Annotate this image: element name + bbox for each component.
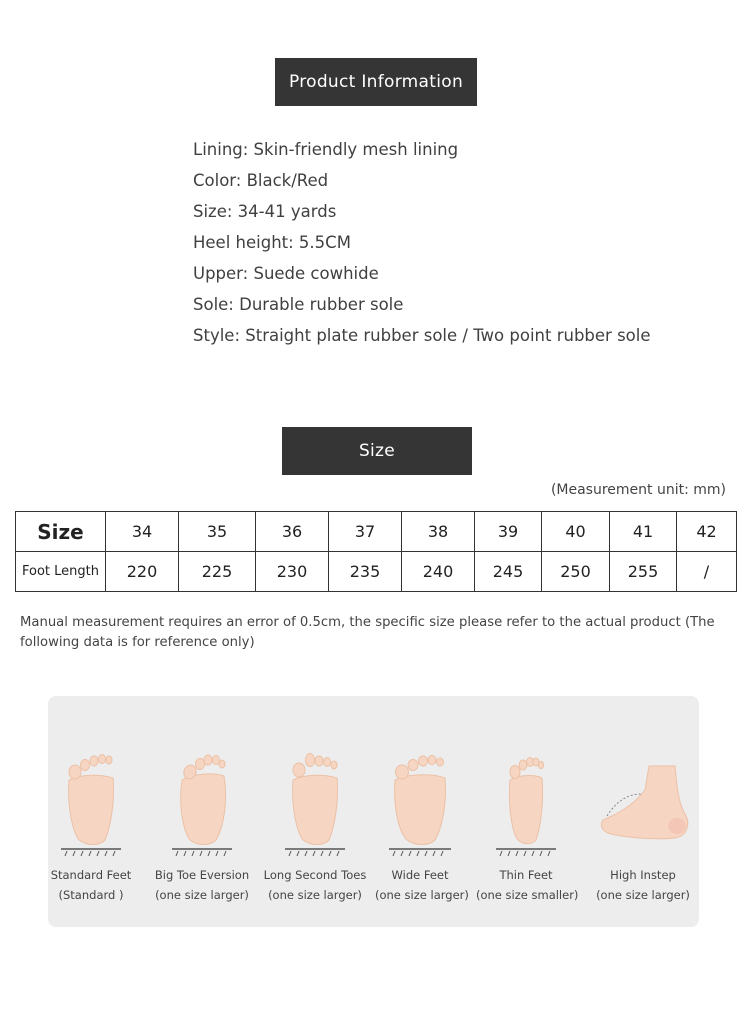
length-cell: 245 [475,552,542,592]
foot-type-big-toe-eversion [152,696,252,927]
length-cell: 235 [329,552,402,592]
foot-type-name: Thin Feet [499,868,553,882]
long-second-toes-foot-icon [285,750,345,856]
foot-type-standard [48,696,134,927]
foot-type-note: (one size larger) [155,888,249,902]
foot-type-name: Standard Feet [50,868,132,882]
info-line-size: Size: 34-41 yards [193,202,337,221]
product-information-banner [275,58,477,106]
foot-type-note: (one size larger) [268,888,362,902]
wide-foot-icon [389,750,451,856]
size-cell: 42 [677,512,737,552]
foot-type-high-instep [595,696,691,927]
size-cell: 40 [542,512,610,552]
foot-type-name: Long Second Toes [263,868,367,882]
size-cell: 41 [610,512,677,552]
product-information-title: Product Information [288,72,464,92]
info-line-color: Color: Black/Red [193,171,329,190]
size-title: Size [358,441,396,461]
foot-type-note: (Standard ) [58,888,124,902]
measurement-disclaimer: Manual measurement requires an error of 0.5cm, the specific size please refer to the actual product (The following data is for reference only) [20,615,715,650]
length-cell: / [677,552,737,592]
foot-type-long-second-toes [263,696,367,927]
foot-type-name: High Instep [610,868,676,882]
foot-length-header-cell: Foot Length [16,552,106,592]
foot-type-name: Wide Feet [391,868,449,882]
info-line-upper: Upper: Suede cowhide [193,264,379,283]
size-cell: 35 [179,512,256,552]
size-chart-table [15,511,737,592]
info-line-lining: Lining: Skin-friendly mesh lining [193,140,459,159]
size-cell: 34 [106,512,179,552]
foot-length-row [16,552,737,592]
length-cell: 255 [610,552,677,592]
length-cell: 250 [542,552,610,592]
size-row [16,512,737,552]
measurement-unit-note: (Measurement unit: mm) [550,482,726,498]
info-line-heel-height: Heel height: 5.5CM [193,233,351,252]
length-cell: 230 [256,552,329,592]
foot-type-note: (one size larger) [596,888,690,902]
info-line-sole: Sole: Durable rubber sole [193,295,404,314]
foot-type-note: (one size larger) [375,888,469,902]
high-instep-foot-icon [595,750,691,856]
foot-type-wide-feet [375,696,469,927]
length-cell: 240 [402,552,475,592]
length-cell: 225 [179,552,256,592]
thin-foot-icon [496,750,556,856]
product-info-list [193,137,651,354]
big-toe-eversion-foot-icon [172,750,232,856]
size-cell: 39 [475,512,542,552]
standard-foot-icon [61,750,121,856]
foot-type-name: Big Toe Eversion [154,868,250,882]
size-header-cell: Size [16,512,106,552]
size-cell: 36 [256,512,329,552]
info-line-style: Style: Straight plate rubber sole / Two point rubber sole [193,326,651,345]
size-banner [282,427,472,475]
size-cell: 38 [402,512,475,552]
length-cell: 220 [106,552,179,592]
foot-type-thin-feet [476,696,579,927]
size-cell: 37 [329,512,402,552]
foot-type-note: (one size smaller) [476,888,579,902]
foot-types-panel [48,696,699,927]
